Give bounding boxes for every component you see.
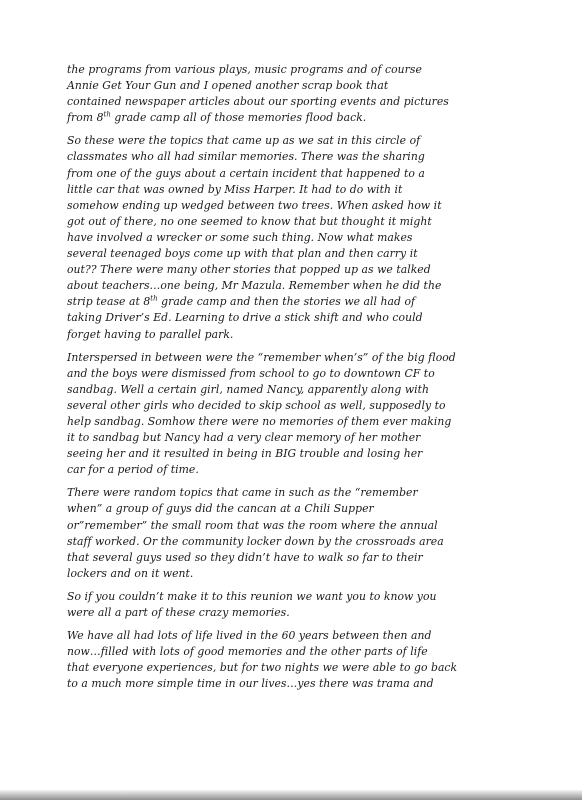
paragraph: [67, 589, 545, 621]
text-line: to a much more simple time in our lives…yes there was trama and: [67, 677, 434, 691]
text-line: got out of there, no one seemed to know that but thought it might: [67, 214, 432, 228]
text-line: out?? There were many other stories that popped up as we talked: [67, 263, 431, 277]
paragraph: [67, 62, 545, 126]
text-line: So if you couldn’t make it to this reunion we want you to know you: [67, 589, 437, 603]
text-segment: grade camp and then the stories we all had of: [157, 295, 416, 309]
text-line: Annie Get Your Gun and I opened another scrap book that: [67, 79, 389, 93]
text-segment: strip tease at 8: [67, 295, 151, 309]
paragraph: [67, 350, 545, 479]
text-segment: from 8: [67, 111, 104, 125]
scan-bottom-edge: [0, 790, 582, 800]
text-line: and the boys were dismissed from school to go to downtown CF to: [67, 366, 435, 380]
text-line: car for a period of time.: [67, 463, 199, 477]
text-segment: grade camp all of those memories flood back.: [110, 111, 367, 125]
text-line: that everyone experiences, but for two nights we were able to go back: [67, 661, 458, 675]
text-line: classmates who all had similar memories. There was the sharing: [67, 150, 425, 164]
text-line: several teenaged boys come up with that plan and then carry it: [67, 247, 418, 261]
text-line: when” a group of guys did the cancan at a Chili Supper: [67, 502, 374, 516]
text-line: forget having to parallel park.: [67, 327, 234, 341]
text-line: We have all had lots of life lived in the 60 years between then and: [67, 629, 432, 643]
text-line: that several guys used so they didn’t have to walk so far to their: [67, 550, 423, 564]
text-line: lockers and on it went.: [67, 566, 194, 580]
text-line: or”remember” the small room that was the room where the annual: [67, 518, 438, 532]
text-line: have involved a wrecker or some such thing. Now what makes: [67, 230, 413, 244]
text-line: seeing her and it resulted in being in BIG trouble and losing her: [67, 447, 423, 461]
text-line: So these were the topics that came up as we sat in this circle of: [67, 134, 421, 148]
text-line: it to sandbag but Nancy had a very clear memory of her mother: [67, 431, 421, 445]
text-line: staff worked. Or the community locker down by the crossroads area: [67, 534, 444, 548]
paragraph: [67, 133, 545, 342]
document-body: [67, 62, 545, 699]
text-line: Interspersed in between were the “remember when’s” of the big flood: [67, 350, 456, 364]
text-line: [67, 110, 545, 126]
text-line: several other girls who decided to skip school as well, supposedly to: [67, 398, 446, 412]
paragraph: [67, 485, 545, 582]
text-line: were all a part of these crazy memories.: [67, 606, 290, 619]
ordinal-superscript: th: [103, 110, 111, 119]
text-line: contained newspaper articles about our sporting events and pictures: [67, 95, 449, 109]
text-line: help sandbag. Somhow there were no memories of them ever making: [67, 414, 452, 428]
text-line: now…filled with lots of good memories and the other parts of life: [67, 645, 428, 659]
ordinal-superscript: th: [150, 294, 158, 303]
text-line: the programs from various plays, music programs and of course: [67, 63, 422, 76]
text-line: sandbag. Well a certain girl, named Nancy, apparently along with: [67, 382, 430, 396]
text-line: There were random topics that came in such as the “remember: [67, 486, 418, 500]
text-line: [67, 294, 545, 310]
text-line: taking Driver’s Ed. Learning to drive a stick shift and who could: [67, 311, 423, 325]
text-line: about teachers…one being, Mr Mazula. Remember when he did the: [67, 279, 442, 293]
text-line: from one of the guys about a certain incident that happened to a: [67, 166, 425, 180]
text-line: little car that was owned by Miss Harper. It had to do with it: [67, 182, 403, 196]
text-line: somehow ending up wedged between two trees. When asked how it: [67, 198, 442, 212]
paragraph: [67, 628, 545, 692]
